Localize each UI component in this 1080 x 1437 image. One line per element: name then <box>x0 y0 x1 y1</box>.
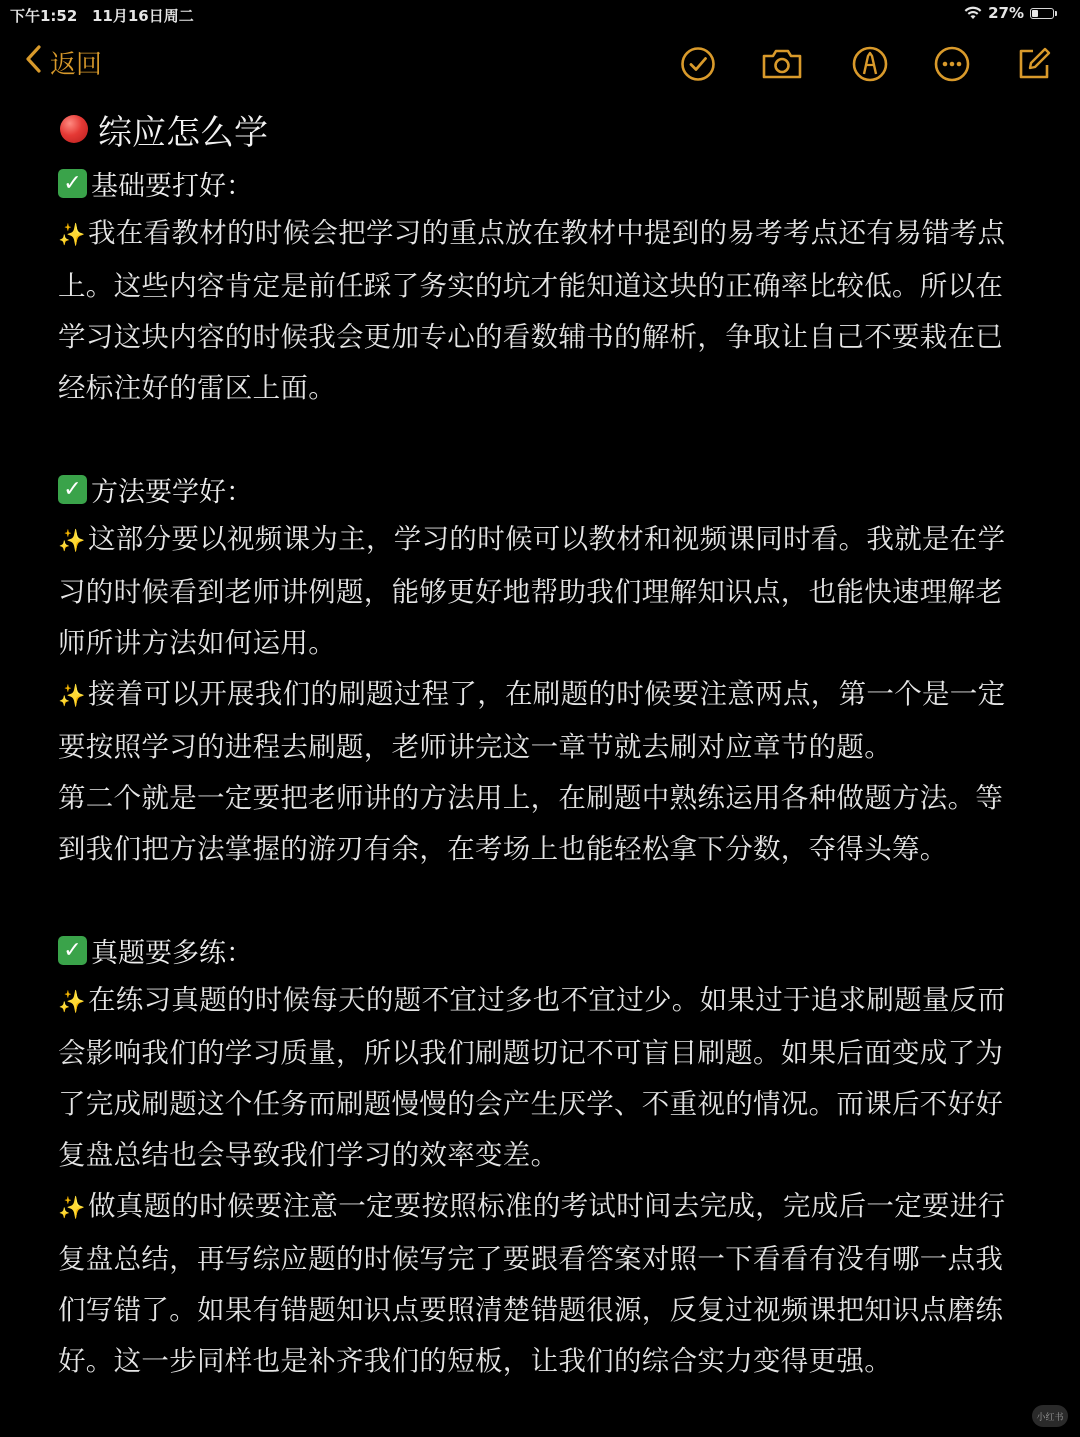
more-ellipsis-icon <box>933 45 971 83</box>
sparkles-icon: ✨ <box>58 990 86 1015</box>
sparkles-icon: ✨ <box>58 529 86 554</box>
markup-button[interactable] <box>850 44 890 84</box>
red-circle-icon <box>60 115 88 143</box>
watermark-text: 小红书 <box>1036 1412 1064 1423</box>
note-body[interactable] <box>58 100 1028 1387</box>
battery-tip <box>1055 11 1057 16</box>
paragraph <box>58 975 1028 1181</box>
section-heading-text: 基础要打好： <box>91 170 253 202</box>
back-button[interactable] <box>24 44 102 81</box>
section-heading <box>58 158 1028 208</box>
compose-icon <box>1015 45 1053 83</box>
paragraph <box>58 514 1028 669</box>
paragraph <box>58 1181 1028 1387</box>
status-indicators <box>964 4 1054 22</box>
sparkles-icon: ✨ <box>58 1196 86 1221</box>
note-title-text: 综应怎么学 <box>98 112 268 153</box>
paragraph-text: 第二个就是一定要把老师讲的方法用上，在刷题中熟练运用各种做题方法。等到我们把方法掌握的游刃有余，在考场上也能轻松拿下分数，夺得头筹。 <box>58 782 1004 865</box>
battery-icon <box>1030 8 1054 19</box>
check-mark-icon: ✓ <box>58 475 87 504</box>
paragraph-text: 做真题的时候要注意一定要按照标准的考试时间去完成，完成后一定要进行复盘总结，再写综应题的时候写完了要跟看答案对照一下看看有没有哪一点我们写错了。如果有错题知识点要照清楚错题很源，反复过视频课把知识点磨练好。这一步同样也是补齐我们的短板，让我们的综合实力变得更强。 <box>58 1190 1006 1377</box>
section-heading <box>58 464 1028 514</box>
checklist-button[interactable] <box>678 44 718 84</box>
check-mark-icon: ✓ <box>58 169 87 198</box>
paragraph-text: 接着可以开展我们的刷题过程了，在刷题的时候要注意两点，第一个是一定要按照学习的进程去刷题，老师讲完这一章节就去刷对应章节的题。 <box>58 678 1006 763</box>
paragraph <box>58 773 1028 875</box>
paragraph <box>58 208 1028 414</box>
paragraph-text: 在练习真题的时候每天的题不宜过多也不宜过少。如果过于追求刷题量反而会影响我们的学习质量，所以我们刷题切记不可盲目刷题。如果后面变成了为了完成刷题这个任务而刷题慢慢的会产生厌学、不重视的情况。而课后不好好复盘总结也会导致我们学习的效率变差。 <box>58 984 1006 1171</box>
battery-fill <box>1032 10 1038 17</box>
markup-pen-icon <box>851 45 889 83</box>
section-heading <box>58 925 1028 975</box>
battery-percent: 27% <box>988 4 1024 22</box>
compose-button[interactable] <box>1014 44 1054 84</box>
status-bar <box>0 0 1080 30</box>
note-title <box>60 100 1028 158</box>
check-mark-icon: ✓ <box>58 936 87 965</box>
notes-toolbar <box>0 36 1080 92</box>
more-button[interactable] <box>932 44 972 84</box>
paragraph-text: 我在看教材的时候会把学习的重点放在教材中提到的易考考点还有易错考点上。这些内容肯定是前任踩了务实的坑才能知道这块的正确率比较低。所以在学习这块内容的时候我会更加专心的看数辅书的解析，争取让自己不要栽在已经标注好的雷区上面。 <box>58 217 1006 404</box>
watermark-logo <box>1032 1405 1068 1427</box>
checkmark-circle-icon <box>680 46 716 82</box>
chevron-left-icon <box>24 44 42 81</box>
section-heading-text: 方法要学好： <box>91 476 253 508</box>
section-heading-text: 真题要多练： <box>91 937 253 969</box>
back-label: 返回 <box>50 50 103 80</box>
status-date: 11月16日周二 <box>92 7 194 25</box>
camera-icon <box>760 46 804 82</box>
sparkles-icon: ✨ <box>58 223 86 248</box>
paragraph-text: 这部分要以视频课为主，学习的时候可以教材和视频课同时看。我就是在学习的时候看到老师讲例题，能够更好地帮助我们理解知识点，也能快速理解老师所讲方法如何运用。 <box>58 523 1006 659</box>
camera-button[interactable] <box>762 44 802 84</box>
sparkles-icon: ✨ <box>58 684 86 709</box>
wifi-icon <box>964 6 982 20</box>
paragraph <box>58 669 1028 773</box>
status-time: 下午1:52 <box>10 7 78 25</box>
